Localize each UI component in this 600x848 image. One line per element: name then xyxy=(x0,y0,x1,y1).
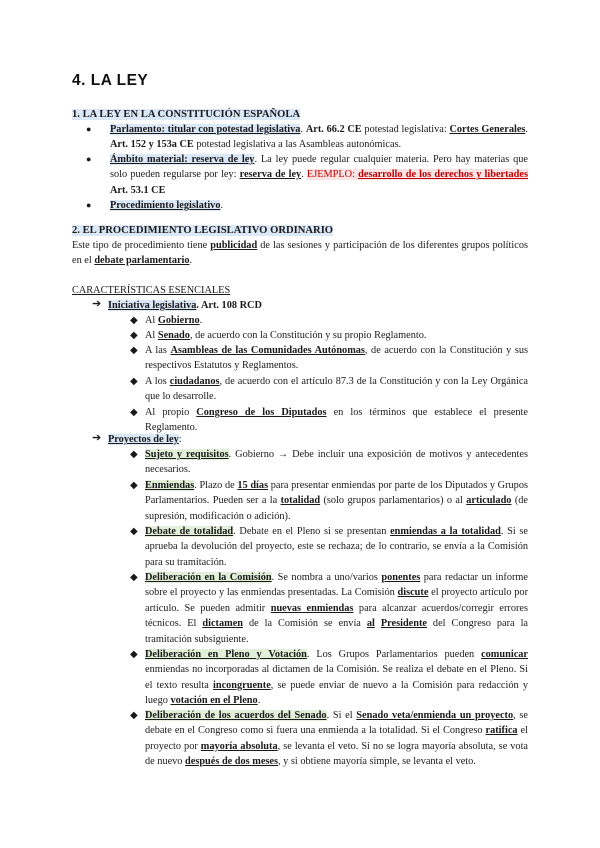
diamond-icon: ◆ xyxy=(130,572,138,583)
list-item: ◆ Sujeto y requisitos. Gobierno → Debe incluir una exposición de motivos y antecedentes necesarios. xyxy=(130,449,528,476)
intro-paragraph: Este tipo de procedimiento tiene publicidad de las sesiones y participación de los diferentes grupos políticos en el debate parlamentario. xyxy=(72,240,528,267)
bullet-icon: ● xyxy=(86,124,92,134)
diamond-icon: ◆ xyxy=(130,649,138,660)
list-item: ◆ A los ciudadanos, de acuerdo con el artículo 87.3 de la Constitución y con la Ley Orgánica que lo desarrolle. xyxy=(130,376,528,403)
list-item: ◆ Debate de totalidad. Debate en el Pleno si se presentan enmiendas a la totalidad. Si se aprueba la devolución del proyecto, este se rechaza; de lo contrario, se envía a la Comisión para su tramitación. xyxy=(130,526,529,568)
diamond-icon: ◆ xyxy=(130,345,138,356)
bullet-icon: ● xyxy=(86,200,92,210)
subheading: CARACTERÍSTICAS ESENCIALES xyxy=(72,285,231,296)
list-item: ● Procedimiento legislativo. xyxy=(92,198,528,213)
arrow-icon: ➔ xyxy=(92,432,102,444)
list-item: ◆ Al Senado, de acuerdo con la Constitución y su propio Reglamento. xyxy=(145,328,528,343)
diamond-icon: ◆ xyxy=(130,710,138,721)
list-item: ◆ Deliberación de los acuerdos del Senado. Si el Senado veta/enmienda un proyecto, se debate en el Congreso como si fuera una enmienda a la totalidad. Si el Congreso ratifica el proyecto por mayoría absoluta, se levanta el veto. Si no se logra mayoría absoluta, se vota de nuevo después de dos meses, y si obtiene mayoría simple, se levanta el veto. xyxy=(130,710,529,768)
list-item: ◆ Deliberación en la Comisión. Se nombra a uno/varios ponentes para redactar un informe sobre el proyecto y las enmiendas presentadas. La Comisión discute el proyecto artículo por artículo. Se pueden admitir nuevas enmiendas para alcanzar acuerdos/corregir errores técnicos. El dictamen de la Comisión se envía al Presidente del Congreso para la tramitación subsiguiente. xyxy=(130,572,529,645)
list-item: ◆ A las Asambleas de las Comunidades Autónomas, de acuerdo con la Constitución y sus respectivos Estatutos y Reglamentos. xyxy=(130,345,528,372)
diamond-icon: ◆ xyxy=(130,449,138,460)
list-item: ◆ Deliberación en Pleno y Votación. Los Grupos Parlamentarios pueden comunicar enmiendas no incorporadas al dictamen de la Comisión. Se realiza el debate en el Pleno. Si el texto resulta incongruente, se puede enviar de nuevo a la Comisión para redacción y luego votación en el Pleno. xyxy=(130,649,528,707)
list-item: ● Parlamento: titular con potestad legislativa. Art. 66.2 CE potestad legislativa: Cortes Generales. Art. 152 y 153a CE potestad legislativa a las Asambleas autonómicas. xyxy=(86,124,528,151)
diamond-icon: ◆ xyxy=(130,480,138,491)
list-item: ◆ Al Gobierno. xyxy=(145,313,528,328)
diamond-icon: ◆ xyxy=(130,526,138,537)
list-item: ● Ámbito material: reserva de ley. La ley puede regular cualquier materia. Pero hay materias que solo pueden regularse por ley: reserva de ley. EJEMPLO: desarrollo de los derechos y libertades Art. 53.1 CE xyxy=(86,154,528,196)
diamond-icon: ◆ xyxy=(130,315,138,326)
section-heading-2: 2. EL PROCEDIMIENTO LEGISLATIVO ORDINARIO xyxy=(72,225,334,236)
list-item: ➔ Iniciativa legislativa. Art. 108 RCD xyxy=(92,298,262,311)
list-item: ➔ Proyectos de ley: xyxy=(92,432,182,445)
page-title: 4. LA LEY xyxy=(72,72,149,89)
bullet-icon: ● xyxy=(86,154,92,164)
diamond-icon: ◆ xyxy=(130,376,138,387)
section-heading-1: 1. LA LEY EN LA CONSTITUCIÓN ESPAÑOLA xyxy=(72,109,301,120)
arrow-icon: ➔ xyxy=(92,298,102,310)
diamond-icon: ◆ xyxy=(130,330,138,341)
diamond-icon: ◆ xyxy=(130,407,138,418)
list-item: ◆ Enmiendas. Plazo de 15 días para presentar enmiendas por parte de los Diputados y Grupos Parlamentarios. Pueden ser a la totalidad (solo grupos parlamentarios) o al articulado (de supresión, modificación o adición). xyxy=(130,480,528,522)
list-item: ◆ Al propio Congreso de los Diputados en los términos que establece el presente Reglamento. xyxy=(130,407,528,434)
